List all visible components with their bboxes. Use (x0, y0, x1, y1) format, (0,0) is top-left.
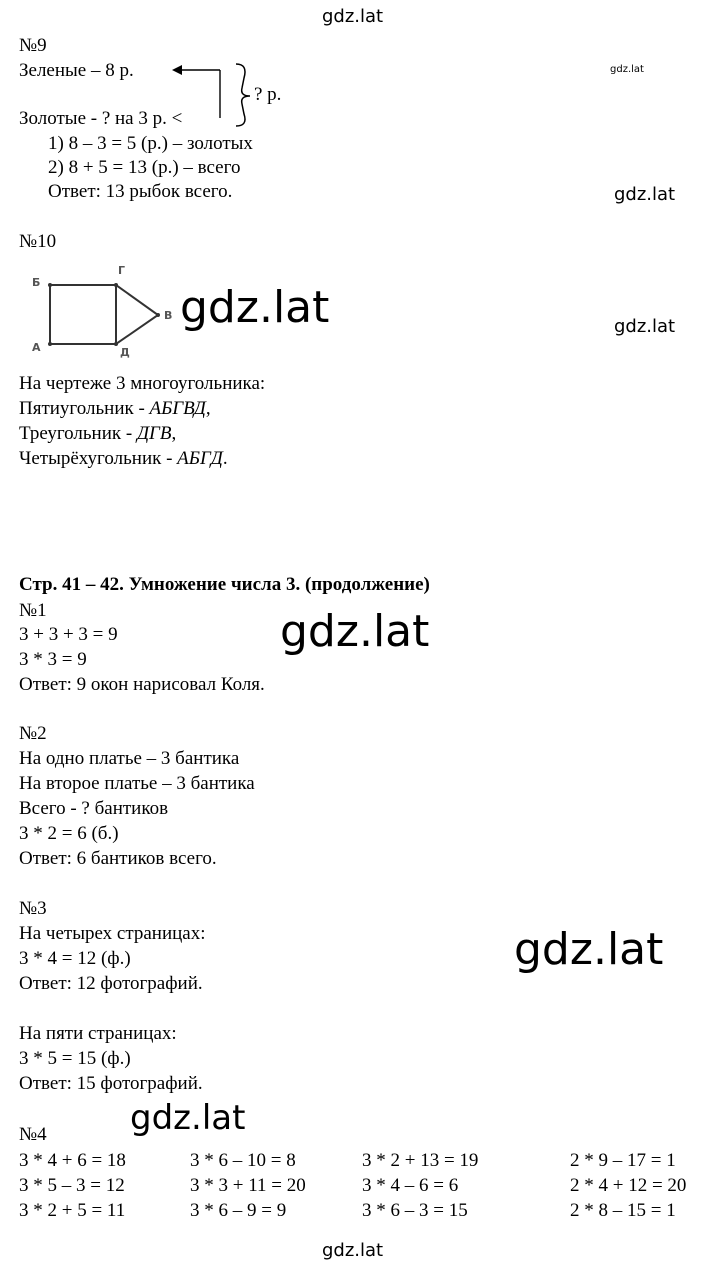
triangle-suffix: , (171, 423, 177, 444)
task10-text1: На чертеже 3 многоугольника: (19, 373, 266, 394)
task2-line4: 3 * 2 = 6 (б.) (19, 823, 119, 844)
vertex-label-a: А (32, 341, 41, 354)
watermark-big-3: gdz.lat (514, 924, 664, 975)
watermark-right-2: gdz.lat (614, 316, 676, 337)
task3-line1: На четырех страницах: (19, 923, 206, 944)
task3-answer1: Ответ: 12 фотографий. (19, 973, 203, 994)
task4-cell: 3 * 4 – 6 = 6 (362, 1175, 459, 1196)
task4-cell: 3 * 3 + 11 = 20 (190, 1175, 306, 1196)
task2-answer: Ответ: 6 бантиков всего. (19, 848, 217, 869)
task4-cell: 3 * 6 – 9 = 9 (190, 1200, 287, 1221)
task9-brace-diagram (0, 0, 720, 140)
section-heading: Стр. 41 – 42. Умножение числа 3. (продолжение) (19, 574, 430, 595)
watermark-big-2: gdz.lat (280, 606, 430, 657)
task9-answer: Ответ: 13 рыбок всего. (48, 181, 233, 202)
pentagon-prefix: Пятиугольник - (19, 398, 150, 419)
task4-cell: 3 * 5 – 3 = 12 (19, 1175, 125, 1196)
task2-line3: Всего - ? бантиков (19, 798, 169, 819)
task9-brace-label: ? р. (254, 84, 282, 105)
pentagon-name: АБГВД (149, 398, 206, 419)
task3-line4: 3 * 5 = 15 (ф.) (19, 1048, 131, 1069)
task3-line2: 3 * 4 = 12 (ф.) (19, 948, 131, 969)
task4-number: №4 (19, 1124, 47, 1145)
watermark-big-1: gdz.lat (180, 282, 330, 333)
watermark-top: gdz.lat (322, 6, 384, 27)
task4-cell: 2 * 9 – 17 = 1 (570, 1150, 676, 1171)
quad-prefix: Четырёхугольник - (19, 448, 178, 469)
vertex-label-v: В (164, 309, 173, 322)
vertex-label-b: Б (32, 276, 41, 289)
task4-cell: 3 * 6 – 3 = 15 (362, 1200, 468, 1221)
pentagon-suffix: , (205, 398, 211, 419)
task1-answer: Ответ: 9 окон нарисовал Коля. (19, 674, 265, 695)
task3-answer2: Ответ: 15 фотографий. (19, 1073, 203, 1094)
task10-number: №10 (19, 231, 57, 252)
watermark-tiny: gdz.lat (610, 64, 644, 75)
vertex-label-d: Д (120, 346, 130, 359)
quad-name: АБГД (177, 448, 223, 469)
task10-quad-line (19, 448, 228, 470)
task9-step1: 1) 8 – 3 = 5 (р.) – золотых (48, 133, 253, 154)
triangle-prefix: Треугольник - (19, 423, 137, 444)
task10-pentagon-line (19, 398, 211, 420)
task1-line2: 3 * 3 = 9 (19, 649, 87, 670)
task3-number: №3 (19, 898, 47, 919)
triangle-name: ДГВ (136, 423, 172, 444)
task4-cell: 3 * 6 – 10 = 8 (190, 1150, 296, 1171)
vertex-label-g: Г (118, 264, 126, 277)
task4-cell: 3 * 2 + 5 = 11 (19, 1200, 126, 1221)
task9-number: №9 (19, 35, 47, 56)
task2-line1: На одно платье – 3 бантика (19, 748, 240, 769)
task4-cell: 3 * 2 + 13 = 19 (362, 1150, 479, 1171)
task1-line1: 3 + 3 + 3 = 9 (19, 624, 118, 645)
task9-step2: 2) 8 + 5 = 13 (р.) – всего (48, 157, 241, 178)
task4-cell: 2 * 8 – 15 = 1 (570, 1200, 676, 1221)
task1-number: №1 (19, 600, 47, 621)
task2-line2: На второе платье – 3 бантика (19, 773, 255, 794)
watermark-mid: gdz.lat (130, 1098, 246, 1138)
task2-number: №2 (19, 723, 47, 744)
task4-cell: 3 * 4 + 6 = 18 (19, 1150, 126, 1171)
task3-line3: На пяти страницах: (19, 1023, 177, 1044)
watermark-bottom: gdz.lat (322, 1240, 384, 1261)
watermark-right-1: gdz.lat (614, 184, 676, 205)
task4-cell: 2 * 4 + 12 = 20 (570, 1175, 687, 1196)
quad-suffix: . (222, 448, 228, 469)
task9-line1: Зеленые – 8 р. (19, 60, 134, 81)
task10-triangle-line (19, 423, 176, 445)
task9-line2: Золотые - ? на 3 р. < (19, 108, 183, 129)
